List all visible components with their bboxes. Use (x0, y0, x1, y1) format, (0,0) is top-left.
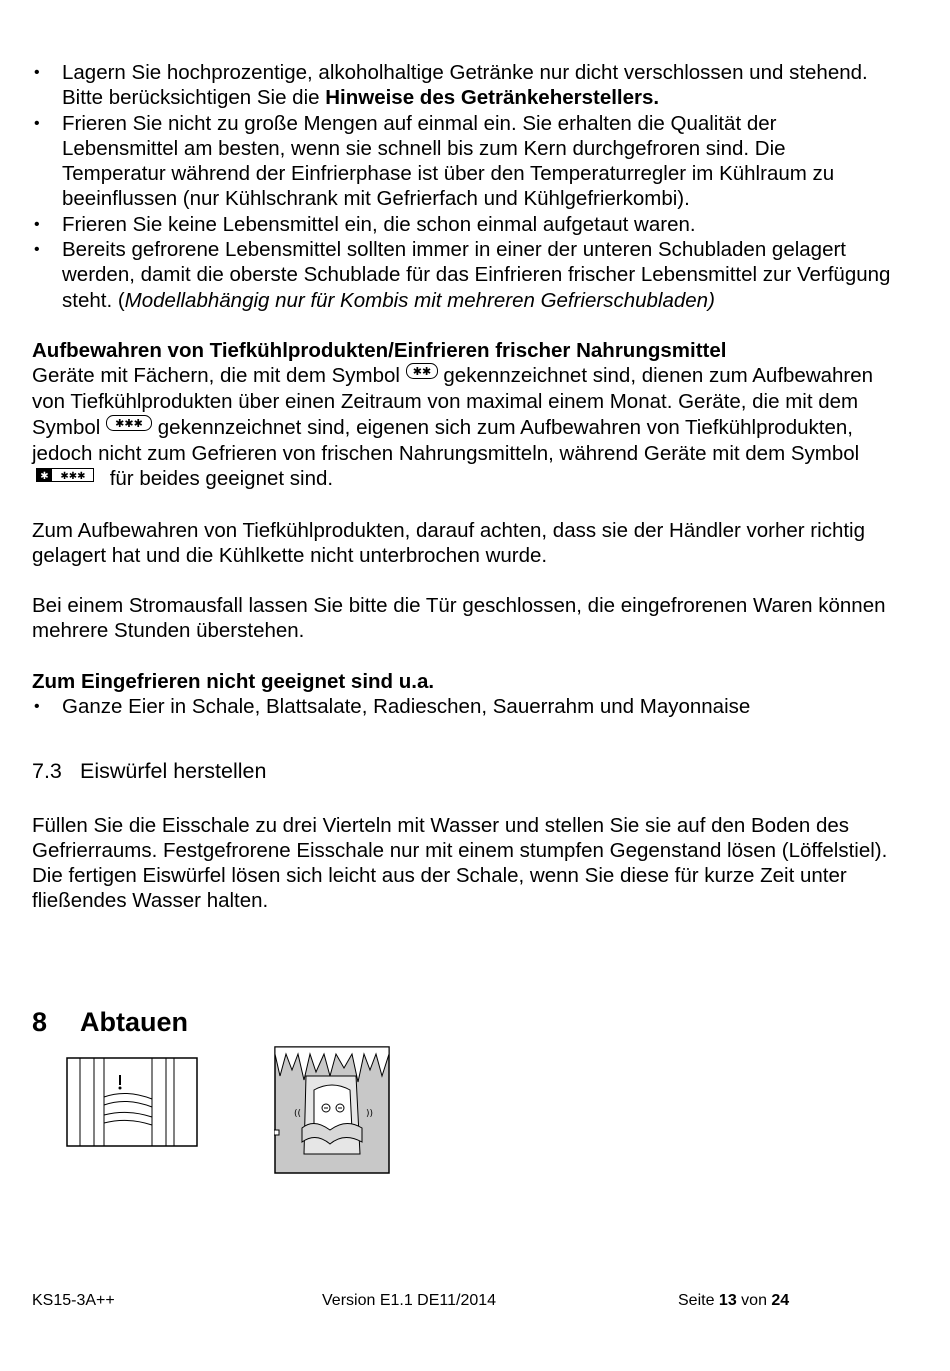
footer-model: KS15-3A++ (32, 1292, 115, 1309)
document-body (32, 60, 892, 914)
list-item: • Frieren Sie keine Lebensmittel ein, die schon einmal aufgetaut waren. (34, 212, 696, 236)
storage-line1-pre: Geräte mit Fächern, die mit dem Symbol (32, 364, 400, 388)
fridge-interior-illustration (66, 1057, 198, 1152)
storage-tips-list (32, 60, 892, 313)
handler-paragraph: Zum Aufbewahren von Tiefkühlprodukten, darauf achten, dass sie der Händler vorher richtig gelagert hat und die Kühlkette nicht unterbrochen wurde. (32, 518, 865, 567)
storage-line2-pre: Geräte, die mit dem Symbol (32, 390, 859, 439)
section-7-3-heading: 7.3 Eiswürfel herstellen (32, 759, 267, 784)
power-outage-paragraph: Bei einem Stromausfall lassen Sie bitte die Tür geschlossen, die eingefrorenen Waren können mehrere Stunden überstehen. (32, 594, 886, 643)
footer-page-number: Seite 13 von 24 (678, 1292, 790, 1309)
svg-text:✱✱✱: ✱✱✱ (60, 471, 86, 483)
list-item: • Bereits gefrorene Lebensmittel sollten immer in einer der unteren Schubladen gelagert werden, damit die oberste Schublade für das Einfrieren frischer Lebensmittel zur Verfügung steht. (Modellabhängig nur für Kombis mit mehreren Gefrierschubladen) (34, 238, 891, 312)
list-item: • Lagern Sie hochprozentige, alkoholhaltige Getränke nur dicht verschlossen und stehend. Bitte berücksichtigen Sie die Hinweise des Getränkeherstellers. (34, 61, 868, 110)
unsuitable-list (32, 694, 892, 719)
list-item: • Ganze Eier in Schale, Blattsalate, Radieschen, Sauerrahm und Mayonnaise (34, 695, 751, 718)
svg-text:((: (( (294, 1109, 302, 1119)
storage-line2-mid: gekennzeichnet sind, eigenen sich zum Aufbewahren von Tiefkühlprodukten, jedoch nicht zum Gefrieren von frischen Nahrungsmitteln, während Geräte mit dem Symbol (32, 415, 860, 465)
storage-heading: Aufbewahren von Tiefkühlprodukten/Einfrieren frischer Nahrungsmittel (32, 338, 727, 362)
list-item: • Frieren Sie nicht zu große Mengen auf einmal ein. Sie erhalten die Qualität der Lebensmittel am besten, wenn sie schnell bis zum Kern durchgefroren sind. Die Temperatur während der Einfrierphase ist über den Temperaturregler im Kühlraum zu beeinflussen (nur Kühlschrank mit Gefrierfach und Kühlgefrierkombi). (34, 111, 835, 211)
svg-text:✱✱✱: ✱✱✱ (115, 416, 143, 430)
four-star-symbol-icon (36, 463, 94, 488)
svg-text:)): )) (366, 1109, 374, 1119)
footer-version: Version E1.1 DE11/2014 (322, 1292, 497, 1309)
storage-paragraph (32, 363, 892, 492)
unsuitable-heading: Zum Eingefrieren nicht geeignet sind u.a. (32, 669, 435, 693)
ice-cube-paragraph: Füllen Sie die Eisschale zu drei Vierteln mit Wasser und stellen Sie sie auf den Boden des Gefrierraums. Festgefrorene Eisschale nur mit einem stumpfen Gegenstand lösen (Löffelstiel). Die fertigen Eiswürfel lösen sich leicht aus der Schale, wenn Sie diese für kurze Zeit unter fließendes Wasser halten. (32, 813, 888, 913)
section-8-heading: 8 Abtauen (32, 1007, 188, 1037)
frosted-freezer-illustration (274, 1046, 390, 1179)
svg-text:✱: ✱ (40, 471, 49, 483)
storage-line2-post: für beides geeignet sind. (109, 467, 334, 491)
svg-text:✱✱: ✱✱ (412, 365, 431, 379)
storage-line1-post: gekennzeichnet sind, dienen zum Aufbewahren von Tiefkühlprodukten über einen Zeitraum von maximal einem Monat. (32, 364, 874, 414)
two-star-symbol-icon (406, 360, 438, 385)
three-star-symbol-icon (106, 412, 152, 437)
